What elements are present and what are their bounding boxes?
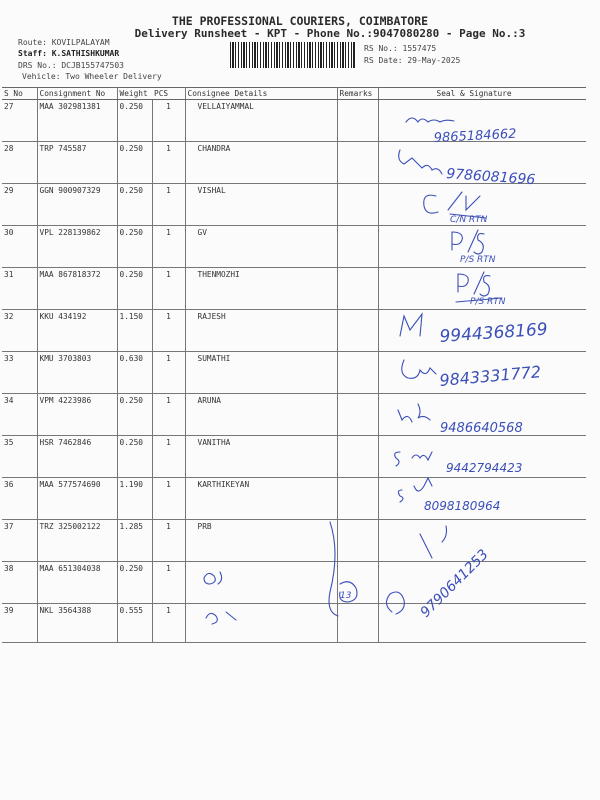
cell-weight: 1.150	[117, 310, 152, 352]
cell-pcs: 1	[152, 436, 185, 478]
cell-consignee: RAJESH	[185, 310, 337, 352]
cell-weight: 0.250	[117, 226, 152, 268]
return-note-r30: P/S RTN	[460, 255, 496, 265]
cell-consignee	[185, 604, 337, 643]
cell-signature	[378, 478, 586, 520]
cell-consignment: KMU 3703803	[37, 352, 117, 394]
staff-label: Staff: K.SATHISHKUMAR	[18, 49, 120, 58]
table-row	[2, 226, 586, 268]
phone-27: 9865184662	[433, 126, 517, 146]
runsheet-subtitle: Delivery Runsheet - KPT - Phone No.:9047080280 - Page No.:3	[134, 27, 526, 40]
cell-sno: 38	[2, 562, 37, 604]
cell-signature	[378, 310, 586, 352]
cell-sno: 31	[2, 268, 37, 310]
cell-sno: 33	[2, 352, 37, 394]
cell-signature	[378, 352, 586, 394]
table-row	[2, 520, 586, 562]
cell-remarks	[337, 310, 378, 352]
table-row	[2, 394, 586, 436]
cell-pcs: 1	[152, 184, 185, 226]
cell-weight: 0.250	[117, 142, 152, 184]
cell-pcs: 1	[152, 520, 185, 562]
return-note-r29: C/N RTN	[450, 215, 488, 225]
table-row	[2, 310, 586, 352]
cell-remarks	[337, 352, 378, 394]
table-row	[2, 604, 586, 643]
vehicle-label: Vehicle: Two Wheeler Delivery	[22, 72, 162, 81]
cell-consignee: GV	[185, 226, 337, 268]
cell-pcs: 1	[152, 604, 185, 643]
cell-pcs: 1	[152, 142, 185, 184]
drs-number: DRS No.: DCJB155747503	[18, 61, 124, 70]
cell-consignment: MAA 302981381	[37, 100, 117, 142]
cell-weight: 0.250	[117, 268, 152, 310]
cell-consignee: VISHAL	[185, 184, 337, 226]
cell-sno: 35	[2, 436, 37, 478]
cell-remarks	[337, 520, 378, 562]
phone-32: 9944368169	[438, 319, 549, 347]
cell-weight: 0.250	[117, 184, 152, 226]
cell-signature	[378, 520, 586, 562]
col-pcs: PCS	[152, 88, 185, 100]
cell-remarks	[337, 184, 378, 226]
cell-pcs: 1	[152, 562, 185, 604]
cell-pcs: 1	[152, 310, 185, 352]
cell-signature	[378, 268, 586, 310]
cell-pcs: 1	[152, 394, 185, 436]
cell-sno: 37	[2, 520, 37, 562]
phone-34: 9486640568	[440, 421, 523, 436]
col-consignee: Consignee Details	[185, 88, 337, 100]
cell-signature	[378, 394, 586, 436]
cell-consignment: TRZ 325002122	[37, 520, 117, 562]
cell-weight: 1.190	[117, 478, 152, 520]
cell-consignment: TRP 745587	[37, 142, 117, 184]
cell-signature	[378, 436, 586, 478]
col-consignment: Consignment No	[37, 88, 117, 100]
route-label: Route: KOVILPALAYAM	[18, 38, 110, 47]
phone-33: 9843331772	[438, 362, 542, 390]
runsheet-table	[2, 87, 586, 643]
cell-pcs: 1	[152, 268, 185, 310]
col-sno: S No	[2, 88, 37, 100]
cell-remarks	[337, 100, 378, 142]
cell-sno: 39	[2, 604, 37, 643]
cell-consignee	[185, 562, 337, 604]
cell-weight: 0.250	[117, 436, 152, 478]
cell-consignee: VANITHA	[185, 436, 337, 478]
rs-date: RS Date: 29-May-2025	[364, 56, 461, 65]
cell-consignment: KKU 434192	[37, 310, 117, 352]
table-row	[2, 436, 586, 478]
table-row	[2, 352, 586, 394]
cell-remarks	[337, 562, 378, 604]
cell-remarks	[337, 436, 378, 478]
cell-pcs: 1	[152, 100, 185, 142]
cell-sno: 36	[2, 478, 37, 520]
return-note-r31: P/S RTN	[470, 297, 506, 307]
cell-consignment: MAA 651304038	[37, 562, 117, 604]
cell-consignee: VELLAIYAMMAL	[185, 100, 337, 142]
cell-weight: 0.250	[117, 562, 152, 604]
cell-pcs: 1	[152, 226, 185, 268]
cell-consignee: THENMOZHI	[185, 268, 337, 310]
cell-signature	[378, 562, 586, 604]
company-title: THE PROFESSIONAL COURIERS, COIMBATORE	[171, 14, 429, 28]
cell-signature	[378, 184, 586, 226]
cell-signature	[378, 100, 586, 142]
cell-weight: 0.555	[117, 604, 152, 643]
cell-pcs: 1	[152, 352, 185, 394]
cell-weight: 0.250	[117, 394, 152, 436]
cell-consignment: VPL 228139862	[37, 226, 117, 268]
cell-consignee: ARUNA	[185, 394, 337, 436]
table-row	[2, 268, 586, 310]
phone-37-39: 9790641253	[417, 546, 492, 621]
col-weight: Weight	[117, 88, 152, 100]
cell-sno: 30	[2, 226, 37, 268]
phone-36: 8098180964	[424, 499, 501, 513]
remarks-38: 13	[340, 591, 352, 601]
cell-consignment: VPM 4223986	[37, 394, 117, 436]
cell-consignment: HSR 7462846	[37, 436, 117, 478]
table-row	[2, 100, 586, 142]
cell-remarks	[337, 478, 378, 520]
cell-remarks	[337, 394, 378, 436]
table-row	[2, 478, 586, 520]
cell-weight: 0.630	[117, 352, 152, 394]
col-remarks: Remarks	[337, 88, 378, 100]
phone-28: 9786081696	[445, 166, 536, 189]
cell-weight: 1.285	[117, 520, 152, 562]
phone-35: 9442794423	[446, 461, 523, 475]
cell-sno: 32	[2, 310, 37, 352]
cell-consignment: MAA 577574690	[37, 478, 117, 520]
barcode	[230, 42, 356, 68]
cell-signature	[378, 226, 586, 268]
cell-consignee: KARTHIKEYAN	[185, 478, 337, 520]
cell-weight: 0.250	[117, 100, 152, 142]
table-header-row	[2, 88, 586, 100]
cell-remarks	[337, 268, 378, 310]
table-row	[2, 562, 586, 604]
cell-remarks	[337, 142, 378, 184]
cell-sno: 28	[2, 142, 37, 184]
cell-sno: 27	[2, 100, 37, 142]
col-signature: Seal & Signature	[378, 88, 586, 100]
cell-remarks	[337, 604, 378, 643]
cell-pcs: 1	[152, 478, 185, 520]
rs-number: RS No.: 1557475	[364, 44, 437, 53]
cell-consignment: MAA 867818372	[37, 268, 117, 310]
cell-consignment: GGN 900907329	[37, 184, 117, 226]
cell-signature	[378, 604, 586, 643]
cell-consignee: CHANDRA	[185, 142, 337, 184]
cell-signature	[378, 142, 586, 184]
cell-consignee: SUMATHI	[185, 352, 337, 394]
cell-consignment: NKL 3564388	[37, 604, 117, 643]
cell-sno: 29	[2, 184, 37, 226]
table-row	[2, 184, 586, 226]
cell-sno: 34	[2, 394, 37, 436]
cell-remarks	[337, 226, 378, 268]
table-row	[2, 142, 586, 184]
cell-consignee: PRB	[185, 520, 337, 562]
